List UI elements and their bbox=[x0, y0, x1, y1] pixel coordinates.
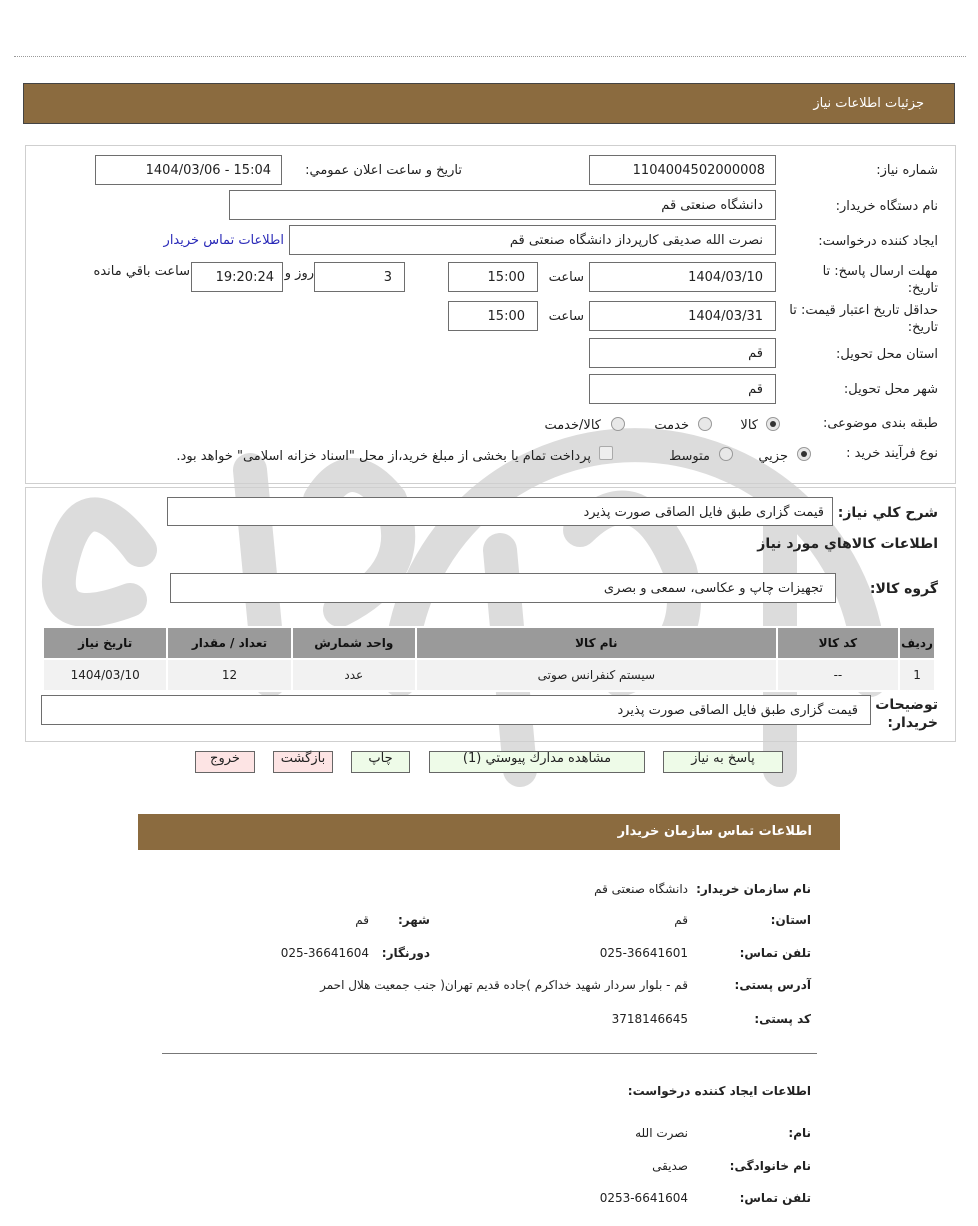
contact-address-label: آدرس پستی: bbox=[734, 978, 811, 992]
category-goods-label: كالا bbox=[740, 418, 758, 433]
announce-date-label: تاريخ و ساعت اعلان عمومي: bbox=[305, 163, 462, 178]
top-divider bbox=[14, 56, 966, 57]
process-medium-label: متوسط bbox=[669, 449, 710, 464]
contact-fax-label: دورنگار: bbox=[381, 946, 430, 960]
category-goods-service-radio[interactable] bbox=[611, 417, 625, 431]
col-qty: تعداد / مقدار bbox=[167, 627, 291, 659]
col-unit: واحد شمارش bbox=[292, 627, 416, 659]
days-label: روز و bbox=[284, 266, 314, 281]
validity-time-field[interactable]: 15:00 bbox=[448, 301, 538, 331]
contact-phone-value: 025-36641601 bbox=[599, 946, 688, 960]
contact-postal-value: 3718146645 bbox=[611, 1012, 688, 1026]
contact-address-value: قم - بلوار سردار شهید خداکرم )جاده قدیم تهران( جنب جمعیت هلال احمر bbox=[320, 978, 688, 992]
need-number-field[interactable]: 1104004502000008 bbox=[589, 155, 776, 185]
exit-button[interactable]: خروج bbox=[195, 751, 255, 773]
category-goods-service-label: كالا/خدمت bbox=[544, 418, 601, 433]
category-goods-radio[interactable] bbox=[766, 417, 780, 431]
table-row bbox=[43, 659, 935, 691]
reply-button[interactable]: پاسخ به نياز bbox=[663, 751, 783, 773]
goods-info-title: اطلاعات كالاهاي مورد نياز bbox=[757, 536, 938, 552]
back-button[interactable]: بازگشت bbox=[273, 751, 333, 773]
treasury-payment-checkbox[interactable] bbox=[599, 446, 613, 460]
treasury-payment-note: پرداخت تمام يا بخشی از مبلغ خريد،از محل "اسناد خزانه اسلامی" خواهد بود. bbox=[176, 449, 591, 464]
col-row: رديف bbox=[899, 627, 935, 659]
category-label: طبقه بندی موضوعی: bbox=[822, 416, 938, 431]
remaining-time-field[interactable]: 19:20:24 bbox=[191, 262, 283, 292]
creator-name-value: نصرت الله bbox=[635, 1126, 688, 1140]
announce-date-field[interactable]: 1404/03/06 - 15:04 bbox=[95, 155, 282, 185]
remaining-time-label: ساعت باقي مانده bbox=[93, 264, 190, 279]
creator-phone-label: تلفن تماس: bbox=[739, 1191, 811, 1205]
cell-row: 1 bbox=[899, 659, 935, 691]
contact-postal-label: کد پستی: bbox=[754, 1012, 811, 1026]
process-type-label: نوع فرآيند خريد : bbox=[846, 446, 938, 461]
province-field[interactable]: قم bbox=[589, 338, 776, 368]
city-label: شهر محل تحويل: bbox=[843, 382, 938, 397]
city-field[interactable]: قم bbox=[589, 374, 776, 404]
buyer-contact-title: اطلاعات تماس سازمان خريدار bbox=[617, 824, 812, 839]
col-name: نام كالا bbox=[416, 627, 777, 659]
deadline-date-field[interactable]: 1404/03/10 bbox=[589, 262, 776, 292]
need-description-field[interactable]: قیمت گزاری طبق فایل الصاقی صورت پذیرد bbox=[167, 497, 833, 526]
process-minor-radio[interactable] bbox=[797, 447, 811, 461]
goods-group-field[interactable]: تجهیزات چاپ و عکاسی، سمعی و بصری bbox=[170, 573, 836, 603]
creator-name-label: نام: bbox=[788, 1126, 811, 1140]
buyer-notes-label: توضيحات خريدار: bbox=[875, 697, 938, 731]
cell-name: سیستم کنفرانس صوتی bbox=[416, 659, 777, 691]
validity-hour-label: ساعت bbox=[548, 309, 584, 324]
contact-province-value: قم bbox=[674, 913, 688, 927]
cell-date: 1404/03/10 bbox=[43, 659, 167, 691]
buyer-contact-header bbox=[138, 814, 840, 850]
validity-date-field[interactable]: 1404/03/31 bbox=[589, 301, 776, 331]
contact-divider bbox=[162, 1053, 817, 1054]
contact-province-label: استان: bbox=[770, 913, 811, 927]
deadline-label: مهلت ارسال پاسخ: تا تاريخ: bbox=[822, 264, 938, 296]
creator-family-value: صدیقی bbox=[652, 1159, 688, 1173]
need-description-label: شرح كلي نياز: bbox=[837, 505, 938, 521]
buyer-org-field[interactable]: دانشگاه صنعتی قم bbox=[229, 190, 776, 220]
col-code: كد كالا bbox=[777, 627, 899, 659]
contact-org-label: نام سازمان خريدار: bbox=[696, 882, 811, 896]
province-label: استان محل تحويل: bbox=[836, 347, 938, 362]
creator-phone-value: 0253-6641604 bbox=[599, 1191, 688, 1205]
category-service-radio[interactable] bbox=[698, 417, 712, 431]
process-minor-label: جزيي bbox=[758, 449, 788, 464]
details-header-title: جزئيات اطلاعات نياز bbox=[813, 96, 924, 111]
contact-fax-value: 025-36641604 bbox=[280, 946, 369, 960]
days-field[interactable]: 3 bbox=[314, 262, 405, 292]
goods-table bbox=[42, 626, 936, 692]
print-button[interactable]: چاپ bbox=[351, 751, 410, 773]
min-validity-label: حداقل تاريخ اعتبار قيمت: تا تاريخ: bbox=[789, 303, 938, 335]
cell-code: -- bbox=[777, 659, 899, 691]
contact-phone-label: تلفن تماس: bbox=[739, 946, 811, 960]
creator-info-title: اطلاعات ایجاد کننده درخواست: bbox=[627, 1084, 811, 1098]
creator-family-label: نام خانوادگی: bbox=[729, 1159, 811, 1173]
cell-unit: عدد bbox=[292, 659, 416, 691]
contact-city-label: شهر: bbox=[398, 913, 430, 927]
request-creator-field[interactable]: نصرت الله صديقی کارپرداز دانشگاه صنعتی قم bbox=[289, 225, 776, 255]
goods-group-label: گروه كالا: bbox=[869, 581, 938, 597]
details-header bbox=[23, 83, 955, 124]
deadline-time-field[interactable]: 15:00 bbox=[448, 262, 538, 292]
cell-qty: 12 bbox=[167, 659, 291, 691]
col-date: تاريخ نياز bbox=[43, 627, 167, 659]
attachments-button[interactable]: مشاهده مدارك پيوستي (1) bbox=[429, 751, 645, 773]
process-medium-radio[interactable] bbox=[719, 447, 733, 461]
contact-city-value: قم bbox=[355, 913, 369, 927]
buyer-contact-link[interactable]: اطلاعات تماس خريدار bbox=[163, 233, 284, 248]
request-creator-label: ايجاد کننده درخواست: bbox=[818, 234, 938, 249]
buyer-notes-field[interactable]: قیمت گزاری طبق فایل الصاقی صورت پذیرد bbox=[41, 695, 871, 725]
deadline-hour-label: ساعت bbox=[548, 270, 584, 285]
category-service-label: خدمت bbox=[654, 418, 689, 433]
contact-org-value: دانشگاه صنعتی قم bbox=[594, 882, 688, 896]
buyer-org-label: نام دستگاه خريدار: bbox=[835, 199, 938, 214]
need-number-label: شماره نیاز: bbox=[876, 163, 938, 178]
